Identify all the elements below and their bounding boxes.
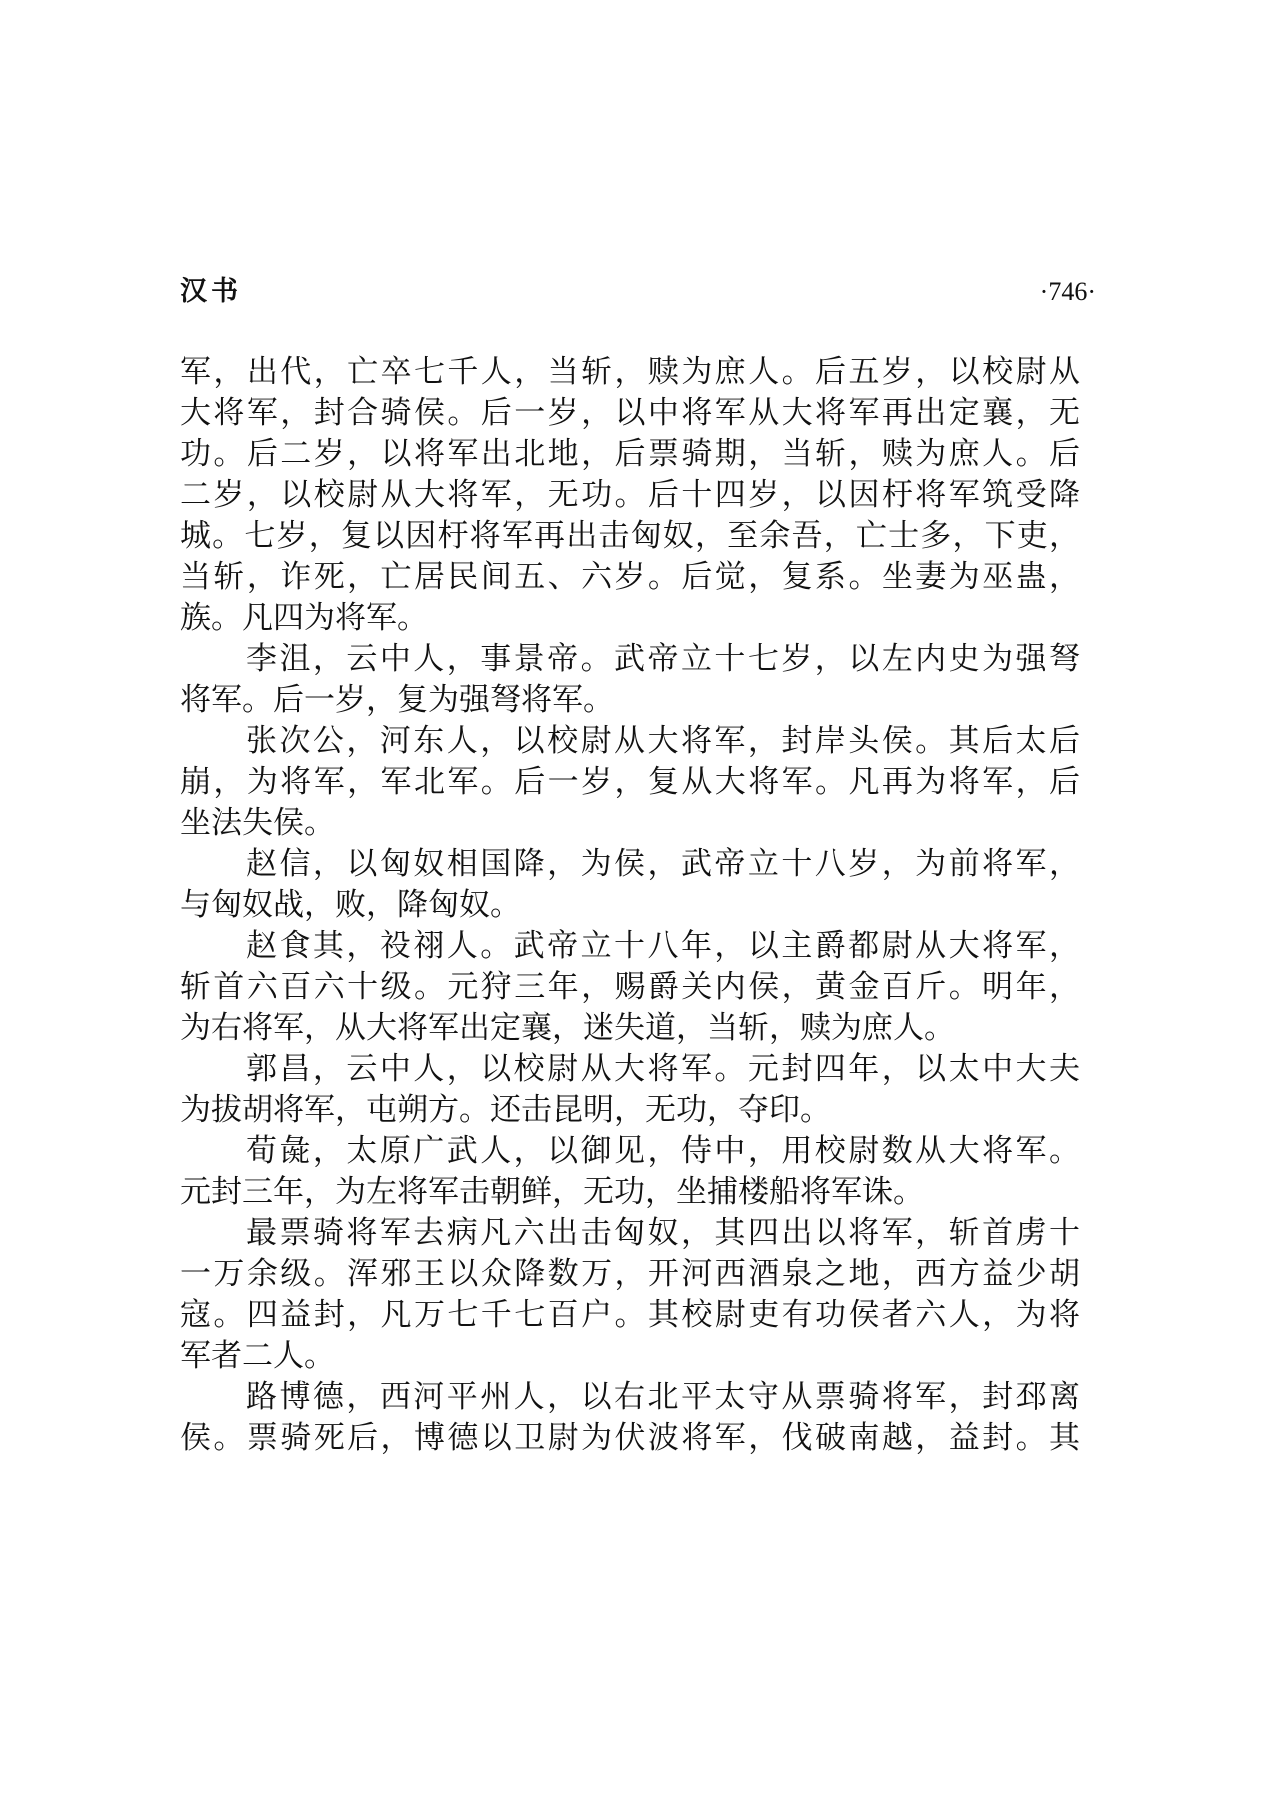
text-line: 李沮，云中人，事景帝。武帝立十七岁，以左内史为强弩	[246, 641, 1080, 677]
text-line: 路博德，西河平州人，以右北平太守从票骑将军，封邳离	[246, 1379, 1080, 1415]
text-line: 张次公，河东人，以校尉从大将军，封岸头侯。其后太后	[246, 723, 1080, 759]
text-line: 元封三年，为左将军击朝鲜，无功，坐捕楼船将军诛。	[180, 1174, 924, 1210]
text-line: 崩，为将军，军北军。后一岁，复从大将军。凡再为将军，后	[180, 764, 1080, 800]
text-line: 当斩，诈死，亡居民间五、六岁。后觉，复系。坐妻为巫蛊，	[180, 559, 1080, 595]
text-line: 郭昌，云中人，以校尉从大将军。元封四年，以太中大夫	[246, 1051, 1080, 1087]
text-line: 二岁，以校尉从大将军，无功。后十四岁，以因杅将军筑受降	[180, 477, 1080, 513]
paragraph	[180, 352, 1080, 639]
paragraph	[180, 926, 1080, 1049]
text-line: 军者二人。	[180, 1338, 335, 1374]
paragraph	[180, 1213, 1080, 1377]
paragraph	[180, 844, 1080, 926]
paragraph	[180, 1131, 1080, 1213]
text-line: 将军。后一岁，复为强弩将军。	[180, 682, 614, 718]
body-text	[180, 352, 1080, 1459]
text-line: 赵信，以匈奴相国降，为侯，武帝立十八岁，为前将军，	[246, 846, 1080, 882]
text-line: 侯。票骑死后，博德以卫尉为伏波将军，伐破南越，益封。其	[180, 1420, 1080, 1456]
paragraph	[180, 1049, 1080, 1131]
text-line: 赵食其，祋祤人。武帝立十八年，以主爵都尉从大将军，	[246, 928, 1080, 964]
text-line: 大将军，封合骑侯。后一岁，以中将军从大将军再出定襄，无	[180, 395, 1080, 431]
text-line: 功。后二岁，以将军出北地，后票骑期，当斩，赎为庶人。后	[180, 436, 1080, 472]
paragraph	[180, 639, 1080, 721]
text-line: 军，出代，亡卒七千人，当斩，赎为庶人。后五岁，以校尉从	[180, 354, 1080, 390]
paragraph	[180, 721, 1080, 844]
text-line: 为拔胡将军，屯朔方。还击昆明，无功，夺印。	[180, 1092, 831, 1128]
page-header	[180, 272, 1096, 316]
text-line: 斩首六百六十级。元狩三年，赐爵关内侯，黄金百斤。明年，	[180, 969, 1080, 1005]
text-line: 最票骑将军去病凡六出击匈奴，其四出以将军，斩首虏十	[246, 1215, 1080, 1251]
book-title: 汉书	[180, 276, 242, 307]
page-number: ·746·	[1039, 277, 1096, 306]
text-line: 坐法失侯。	[180, 805, 335, 841]
text-line: 为右将军，从大将军出定襄，迷失道，当斩，赎为庶人。	[180, 1010, 955, 1046]
text-line: 族。凡四为将军。	[180, 600, 428, 636]
paragraph	[180, 1377, 1080, 1459]
text-line: 寇。四益封，凡万七千七百户。其校尉吏有功侯者六人，为将	[180, 1297, 1080, 1333]
text-line: 与匈奴战，败，降匈奴。	[180, 887, 521, 923]
text-line: 荀彘，太原广武人，以御见，侍中，用校尉数从大将军。	[246, 1133, 1080, 1169]
text-line: 一万余级。浑邪王以众降数万，开河西酒泉之地，西方益少胡	[180, 1256, 1080, 1292]
text-line: 城。七岁，复以因杅将军再出击匈奴，至余吾，亡士多，下吏，	[180, 518, 1080, 554]
